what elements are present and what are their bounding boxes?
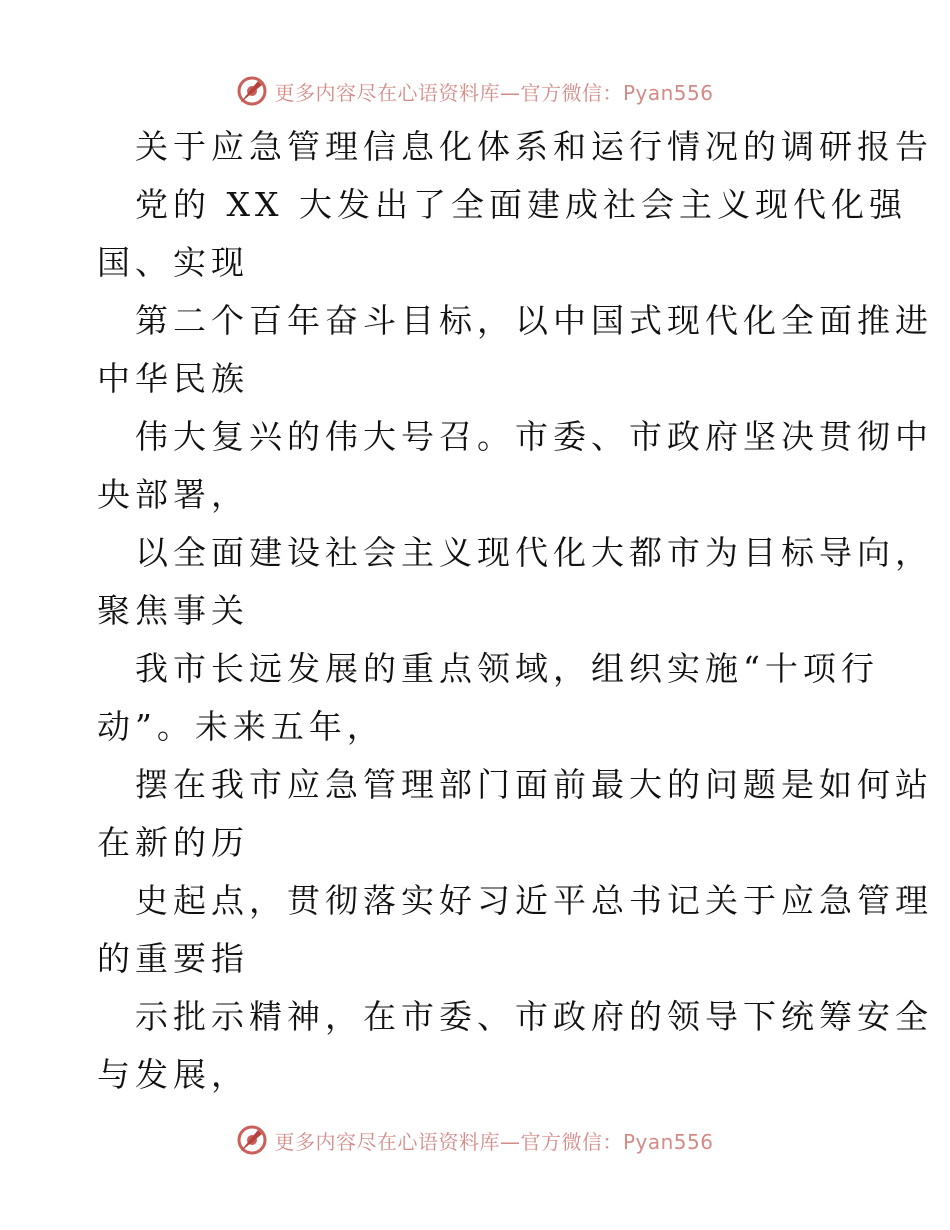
paragraph-line: 第二个百年奋斗目标，以中国式现代化全面推进: [135, 301, 933, 340]
paragraph-line: 央部署，: [97, 475, 249, 514]
paragraph-line: 摆在我市应急管理部门面前最大的问题是如何站: [135, 765, 933, 804]
quill-logo-icon: [236, 75, 268, 107]
quill-logo-icon: [236, 1124, 268, 1156]
paragraph-line: 的重要指: [97, 939, 249, 978]
watermark-text: 更多内容尽在心语资料库—官方微信：Pyan556: [274, 1129, 714, 1154]
paragraph-line: 党的 XX 大发出了全面建成社会主义现代化强: [135, 185, 907, 224]
paragraph-line: 我市长远发展的重点领域，组织实施“十项行: [135, 649, 879, 688]
paragraph-line: 动”。未来五年，: [97, 707, 385, 746]
paragraph-line: 以全面建设社会主义现代化大都市为目标导向，: [135, 533, 933, 572]
paragraph-line: 史起点，贯彻落实好习近平总书记关于应急管理: [135, 881, 933, 920]
paragraph-line: 中华民族: [97, 359, 249, 398]
watermark-footer: [0, 1120, 950, 1160]
paragraph-line: 示批示精神，在市委、市政府的领导下统筹安全: [135, 997, 933, 1036]
paragraph-line: 聚焦事关: [97, 591, 249, 630]
watermark-text: 更多内容尽在心语资料库—官方微信：Pyan556: [274, 80, 714, 105]
watermark-header: [0, 71, 950, 111]
paragraph-line: 与发展，: [97, 1055, 249, 1094]
paragraph-line: 国、实现: [97, 243, 249, 282]
paragraph-line: 在新的历: [97, 823, 249, 862]
document-title: 关于应急管理信息化体系和运行情况的调研报告: [135, 127, 933, 166]
paragraph-line: 伟大复兴的伟大号召。市委、市政府坚决贯彻中: [135, 417, 933, 456]
